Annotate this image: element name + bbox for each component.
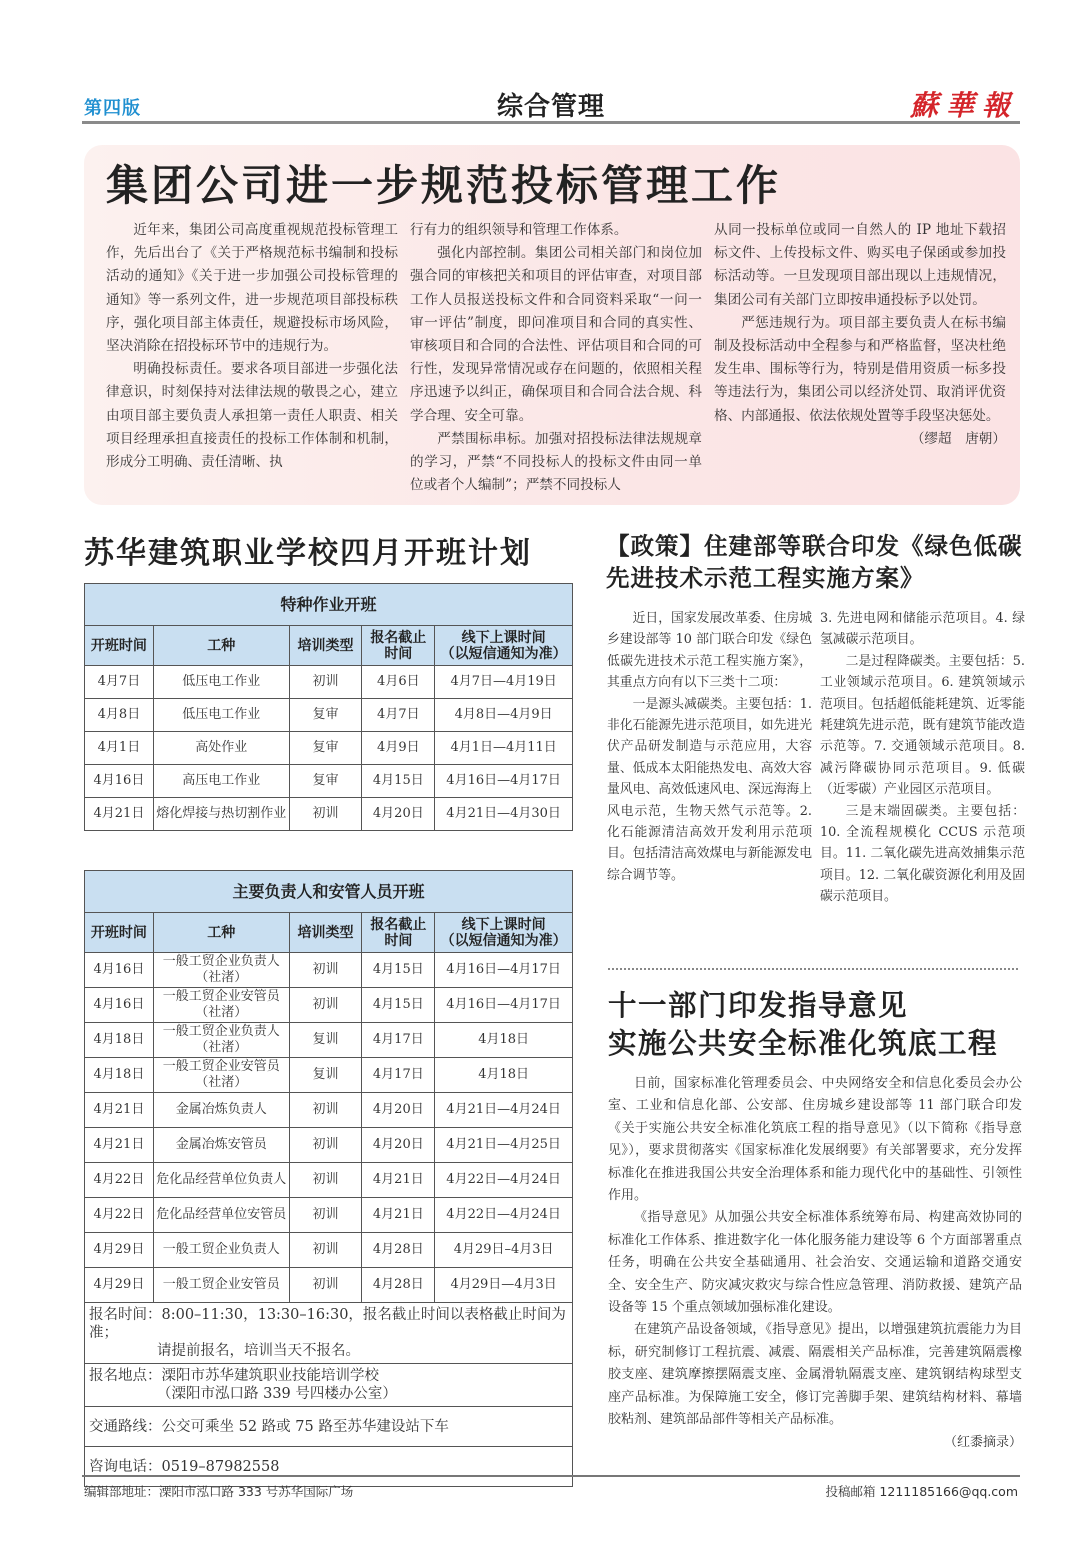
col-header-class-period: 线下上课时间 （以短信通知为准） [435, 626, 573, 666]
table-row: 4月16日 一般工贸企业负责人（社渚） 初训 4月15日 4月16日—4月17日 [85, 953, 573, 988]
table-row: 4月22日 危化品经营单位负责人 初训 4月21日 4月22日—4月24日 [85, 1163, 573, 1198]
paragraph: 在建筑产品设备领域，《指导意见》提出，以增强建筑抗震能力为目标，研究制修订工程抗震、减震、隔震相关产品标准，完善建筑隔震橡胶支座、建筑摩擦摆隔震支座、金属滑轨隔震支座、建筑钢结构球型支座产品标准。为保障施工安全，修订完善脚手架、建筑结构材料、幕墙胶粘剂、建筑部品部件等相关产品标准。 [608, 1322, 1022, 1428]
editorial-address: 编辑部地址：溧阳市泓口路 333 号苏华国际广场 [84, 1484, 354, 1499]
lead-article [84, 145, 1020, 505]
lead-column-2 [410, 219, 702, 497]
dotted-divider [608, 968, 1018, 970]
school-plan-title: 苏华建筑职业学校四月开班计划 [84, 536, 532, 571]
masthead [82, 84, 1020, 124]
paragraph: 从同一投标单位或同一自然人的 IP 地址下载招标文件、上传投标文件、购买电子保函或参加投标活动等。一旦发现项目部出现以上违规情况，集团公司有关部门立即按串通投标予以处罚。 [714, 222, 1006, 308]
paragraph: 《指导意见》从加强公共安全标准体系统筹布局、构建高效协同的标准化工作体系、推进数字化一体化服务能力建设等 6 个方面部署重点任务，明确在公共安全基础通用、社会治安、交通运输和道路交通安全、安全生产、防灾减灾救灾与综合性应急管理、消防救援、建筑产品设备等 15 个重点领域加强标准化建设。 [608, 1210, 1022, 1316]
byline: （红黍摘录） [943, 1434, 1022, 1450]
policy-column-1 [607, 608, 812, 908]
lead-column-1 [106, 219, 398, 497]
table-row: 4月16日 一般工贸企业安管员（社渚） 初训 4月15日 4月16日—4月17日 [85, 988, 573, 1023]
table-row: 4月18日 一般工贸企业负责人（社渚） 复训 4月17日 4月18日 [85, 1023, 573, 1058]
registration-place-row: 报名地点：溧阳市苏华建筑职业技能培训学校 （溧阳市泓口路 339 号四楼办公室） [85, 1364, 573, 1407]
col-header-type: 培训类型 [289, 626, 362, 666]
lead-article-title: 集团公司进一步规范投标管理工作 [106, 161, 782, 210]
registration-time-row: 报名时间：8:00–11:30，13:30–16:30，报名截止时间以表格截止时间为准； 请提前报名，培训当天不报名。 [85, 1303, 573, 1364]
table-row: 4月16日 高压电工作业 复审 4月15日 4月16日—4月17日 [85, 765, 573, 798]
phone-row: 咨询电话：0519–87982558 [85, 1447, 573, 1487]
standards-article-title: 十一部门印发指导意见 实施公共安全标准化筑底工程 [608, 988, 999, 1060]
table-row: 4月18日 一般工贸企业安管员（社渚） 复训 4月17日 4月18日 [85, 1058, 573, 1093]
paragraph: 严禁围标串标。加强对招投标法律法规规章的学习，严禁“不同投标人的投标文件由同一单位或者个人编制”；严禁不同投标人 [410, 430, 702, 494]
table-row: 4月21日 金属冶炼负责人 初训 4月20日 4月21日—4月24日 [85, 1093, 573, 1128]
col-header-type: 培训类型 [289, 913, 362, 953]
paper-name-logo: 蘇華報 [909, 89, 1018, 122]
col-header-deadline: 报名截止 时间 [362, 913, 435, 953]
managers-safety-table [84, 870, 573, 1487]
lead-column-3 [714, 219, 1006, 497]
policy-column-2 [820, 608, 1025, 908]
table-row: 4月21日 金属冶炼安管员 初训 4月20日 4月21日—4月25日 [85, 1128, 573, 1163]
col-header-start: 开班时间 [85, 913, 154, 953]
table-caption: 主要负责人和安管人员开班 [85, 871, 573, 913]
paragraph: 二是过程降碳类。主要包括：5. 工业领域示范项目。6. 建筑领域示范项目。包括超低能耗建筑、近零能耗建筑先进示范，既有建筑节能改造示范等。7. 交通领域示范项目。8. 减污降碳协同示范项目。9. 低碳（近零碳）产业园区示范项目。 [820, 653, 1025, 798]
byline: （缪超 唐朝） [910, 430, 1006, 447]
col-header-trade: 工种 [153, 913, 289, 953]
standards-article-body [608, 1073, 1022, 1454]
col-header-start: 开班时间 [85, 626, 154, 666]
table-row: 4月1日 高处作业 复审 4月9日 4月1日—4月11日 [85, 732, 573, 765]
paragraph: 近年来，集团公司高度重视规范投标管理工作，先后出台了《关于严格规范标书编制和投标活动的通知》《关于进一步加强公司投标管理的通知》等一系列文件，进一步规范项目部投标秩序，强化项目部主体责任，规避投标市场风险，坚决消除在招投标环节中的违规行为。 [106, 222, 398, 355]
lead-article-columns [106, 219, 1006, 497]
special-operations-table [84, 583, 573, 831]
table-row: 4月21日 熔化焊接与热切割作业 初训 4月20日 4月21日—4月30日 [85, 798, 573, 831]
transport-row: 交通路线：公交可乘坐 52 路或 75 路至苏华建设站下车 [85, 1407, 573, 1447]
table-row: 4月22日 危化品经营单位安管员 初训 4月21日 4月22日—4月24日 [85, 1198, 573, 1233]
paragraph: 强化内部控制。集团公司相关部门和岗位加强合同的审核把关和项目的评估审查，对项目部工作人员报送投标文件和合同资料采取“一问一审一评估”制度，即问准项目和合同的真实性、审核项目和合同的合法性、评估项目和合同的可行性，发现异常情况或存在问题的，依照相关程序迅速予以纠正，确保项目和合同合法合规、科学合理、安全可靠。 [410, 245, 702, 424]
table-row: 4月7日 低压电工作业 初训 4月6日 4月7日—4月19日 [85, 666, 573, 699]
policy-article-body [607, 608, 1025, 908]
policy-article-title: 【政策】住建部等联合印发《绿色低碳先进技术示范工程实施方案》 [606, 532, 1023, 592]
table-row: 4月8日 低压电工作业 复审 4月7日 4月8日—4月9日 [85, 699, 573, 732]
table-row: 4月29日 一般工贸企业安管员 初训 4月28日 4月29日—4月3日 [85, 1268, 573, 1303]
edition-label: 第四版 [84, 98, 141, 119]
table-row: 4月29日 一般工贸企业负责人 初训 4月28日 4月29日–4月3日 [85, 1233, 573, 1268]
paragraph: 近日，国家发展改革委、住房城乡建设部等 10 部门联合印发《绿色低碳先进技术示范工程实施方案》，其重点方向有以下三类十二项： [607, 611, 812, 691]
paragraph: 日前，国家标准化管理委员会、中央网络安全和信息化委员会办公室、工业和信息化部、公安部、住房城乡建设部等 11 部门联合印发《关于实施公共安全标准化筑底工程的指导意见》（以下简称《指导意见》），要求贯彻落实《国家标准化发展纲要》有关部署要求，充分发挥标准化在推进我国公共安全治理体系和能力现代化中的基础性、引领性作用。 [608, 1076, 1022, 1204]
paragraph: 行有力的组织领导和管理工作体系。 [410, 222, 628, 238]
paragraph: 严惩违规行为。项目部主要负责人在标书编制及投标活动中全程参与和严格监督，坚决杜绝发生串、围标等行为，特别是借用资质一标多投等违法行为，集团公司以经济处罚、取消评优资格、内部通报、依法依规处置等手段坚决惩处。 [714, 314, 1006, 424]
paragraph: 一是源头减碳类。主要包括：1. 非化石能源先进示范项目，如先进光伏产品研发制造与示范应用，大容量、低成本太阳能热发电、高效大容量风电、高效低速风电、深远海海上风电示范，生物天然气示范等。2. 化石能源清洁高效开发利用示范项目。包括清洁高效煤电与新能源发电综合调节等。 [607, 696, 812, 883]
col-header-deadline: 报名截止 时间 [362, 626, 435, 666]
paragraph: 明确投标责任。要求各项目部进一步强化法律意识，时刻保持对法律法规的敬畏之心，建立由项目部主要负责人承担第一责任人职责、相关项目经理承担直接责任的投标工作体制和机制，形成分工明确、责任清晰、执 [106, 361, 398, 471]
submission-email: 投稿邮箱 1211185166@qq.com [825, 1484, 1018, 1499]
table-caption: 特种作业开班 [85, 584, 573, 626]
paragraph: 3. 先进电网和储能示范项目。4. 绿氢减碳示范项目。 [820, 611, 1025, 648]
section-title: 综合管理 [496, 92, 605, 122]
paragraph: 三是末端固碳类。主要包括：10. 全流程规模化 CCUS 示范项目。11. 二氧化碳先进高效捕集示范项目。12. 二氧化碳资源化利用及固碳示范项目。 [820, 803, 1025, 905]
col-header-trade: 工种 [153, 626, 289, 666]
col-header-class-period: 线下上课时间 （以短信通知为准） [435, 913, 573, 953]
footer-divider [82, 1475, 1020, 1477]
